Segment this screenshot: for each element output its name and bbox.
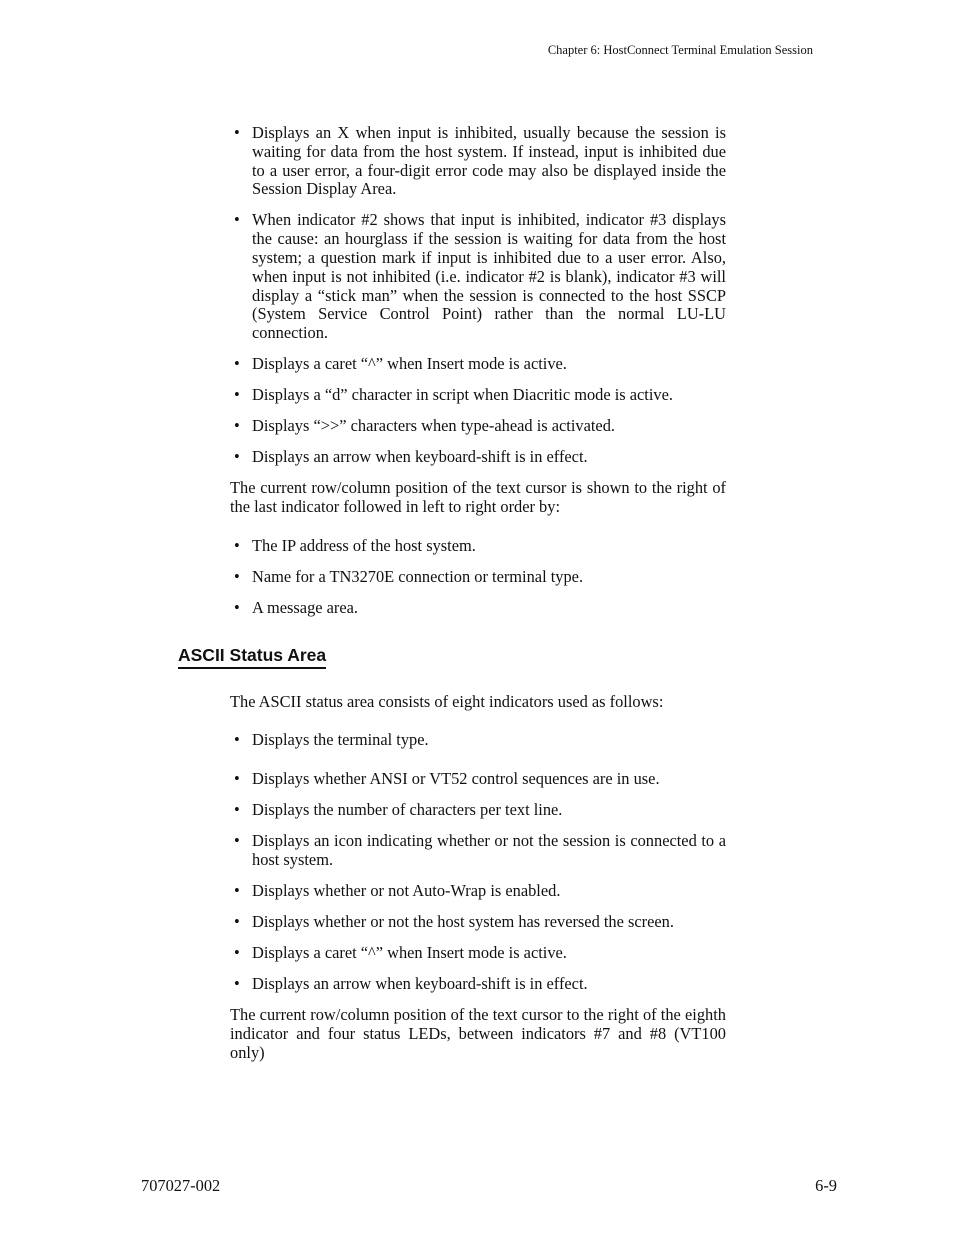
bullet-icon: • (234, 911, 240, 931)
list-item: • When indicator #2 shows that input is inhibited, indicator #3 displays the cause: an hourglass if the session is waiting for data from the host system; a question mark if input is inhibited due to a user error. Also, when input is not inhibited (i.e. indicator #2 is blank), indicator #3 will display a “stick man” when the session is connected to the host SSCP (System Service Control Point) rather than the normal LU-LU connection. (234, 210, 726, 343)
list-item: • A message area. (234, 597, 359, 617)
list-item: • Displays a “d” character in script when Diacritic mode is active. (234, 385, 673, 405)
page-number: 6-9 (815, 1176, 837, 1195)
bullet-icon: • (234, 730, 240, 750)
bullet-icon: • (234, 566, 240, 586)
bullet-icon: • (234, 535, 240, 555)
bullet-icon: • (234, 447, 240, 467)
bullet-icon: • (234, 123, 240, 142)
bullet-icon: • (234, 210, 240, 230)
cursor-info-list (230, 537, 726, 618)
page-body (178, 123, 726, 1062)
list-item: • Displays the number of characters per text line. (234, 800, 563, 820)
list-item: • Displays an arrow when keyboard-shift is in effect. (234, 447, 588, 467)
ascii-indicator-list (230, 731, 726, 993)
bullet-icon: • (234, 597, 240, 617)
list-item: • Displays whether ANSI or VT52 control sequences are in use. (234, 769, 660, 789)
list-item: • Displays a caret “^” when Insert mode is active. (234, 354, 567, 374)
bullet-icon: • (234, 942, 240, 962)
list-item: • Displays the terminal type. (234, 730, 429, 750)
document-number: 707027-002 (141, 1176, 221, 1195)
running-header: Chapter 6: HostConnect Terminal Emulation Session (547, 43, 813, 57)
bullet-icon: • (234, 831, 240, 851)
status-indicator-list (230, 124, 726, 467)
list-item: • Displays whether or not Auto-Wrap is enabled. (234, 880, 561, 900)
list-item: • Displays an icon indicating whether or not the session is connected to a host system. (234, 831, 726, 869)
bullet-icon: • (234, 354, 240, 374)
list-item: • The IP address of the host system. (234, 535, 476, 555)
bullet-icon: • (234, 800, 240, 820)
bullet-icon: • (234, 385, 240, 405)
section-heading: ASCII Status Area (178, 644, 326, 669)
list-item: • Name for a TN3270E connection or terminal type. (234, 566, 584, 586)
list-item: • Displays “>>” characters when type-ahead is activated. (234, 416, 615, 436)
ascii-intro-paragraph: The ASCII status area consists of eight indicators used as follows: (230, 691, 664, 711)
list-item: • Displays an arrow when keyboard-shift is in effect. (234, 973, 588, 993)
list-item: • Displays a caret “^” when Insert mode is active. (234, 942, 567, 962)
list-item: • Displays whether or not the host system has reversed the screen. (234, 911, 674, 931)
list-item: • Displays an X when input is inhibited, usually because the session is waiting for data from the host system. If instead, input is inhibited due to a user error, a four-digit error code may also be displayed inside the Session Display Area. (234, 123, 726, 199)
cursor-position-paragraph: The current row/column position of the text cursor is shown to the right of the last indicator followed in left to right order by: (230, 478, 726, 516)
bullet-icon: • (234, 973, 240, 993)
bullet-icon: • (234, 416, 240, 436)
ascii-closing-paragraph: The current row/column position of the text cursor to the right of the eighth indicator and four status LEDs, between indicators #7 and #8 (VT100 only) (230, 1004, 726, 1062)
bullet-icon: • (234, 880, 240, 900)
bullet-icon: • (234, 769, 240, 789)
